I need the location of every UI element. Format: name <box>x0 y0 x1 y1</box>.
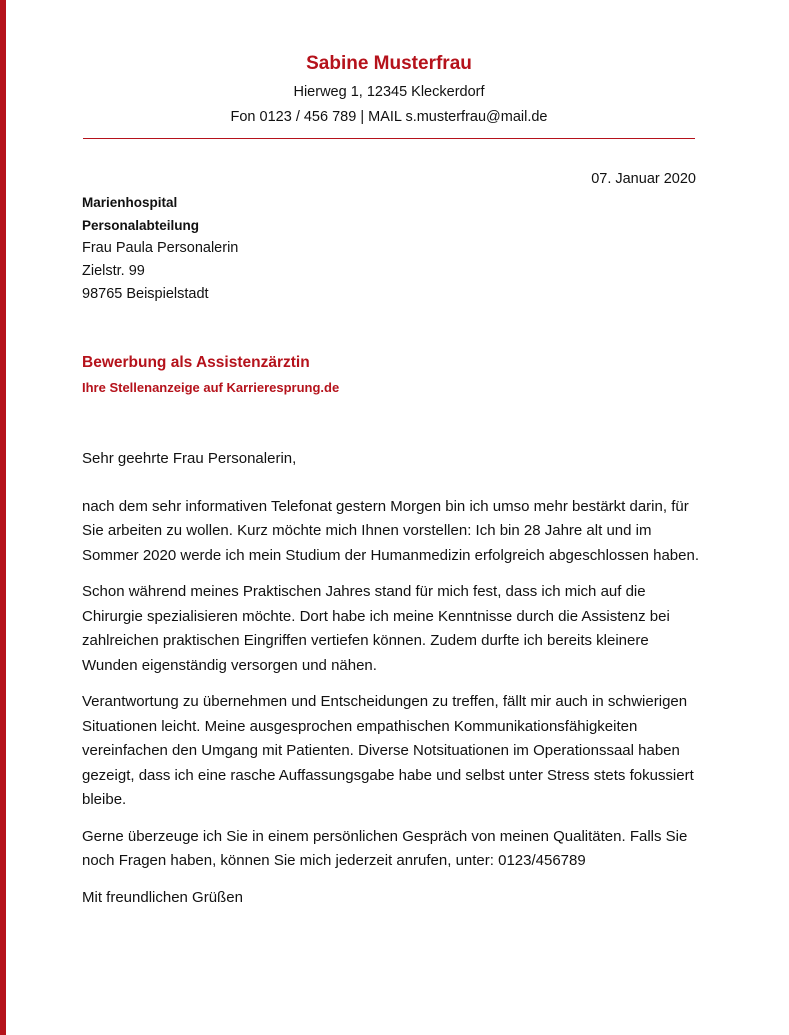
recipient-block <box>82 191 238 306</box>
subject-block <box>82 352 339 397</box>
letter-body <box>82 447 702 922</box>
subject-title: Bewerbung als Assistenzärztin <box>82 354 310 371</box>
letterhead <box>0 52 778 127</box>
sender-contact: Fon 0123 / 456 789 | MAIL s.musterfrau@mail.de <box>230 109 548 125</box>
paragraph-4: Gerne überzeuge ich Sie in einem persönlichen Gespräch von meinen Qualitäten. Falls Sie noch Fragen haben, können Sie mich jederzeit anrufen, unter: 0123/456789 <box>82 827 688 869</box>
sender-name: Sabine Musterfrau <box>306 53 472 74</box>
recipient-department: Personalabteilung <box>82 218 200 233</box>
subject-reference: Ihre Stellenanzeige auf Karrieresprung.de <box>82 380 340 395</box>
letter-date: 07. Januar 2020 <box>591 171 696 187</box>
recipient-person: Frau Paula Personalerin <box>82 240 239 256</box>
accent-bar <box>0 0 6 1035</box>
recipient-city: 98765 Beispielstadt <box>82 286 209 302</box>
paragraph-3: Verantwortung zu übernehmen und Entscheidungen zu treffen, fällt mir auch in schwierigen Situationen leicht. Meine ausgesprochen empathischen Kommunikationsfähigkeiten vereinfachen den Umgang mit Patienten. Diverse Notsituationen im Operationssaal haben gezeigt, dass ich eine rasche Auffassungsgabe habe und selbst unter Stress stets fokussiert bleibe. <box>82 693 694 808</box>
sender-address: Hierweg 1, 12345 Kleckerdorf <box>293 84 485 100</box>
recipient-organization: Marienhospital <box>82 195 178 210</box>
recipient-street: Zielstr. 99 <box>82 263 145 279</box>
salutation: Sehr geehrte Frau Personalerin, <box>82 450 297 467</box>
paragraph-1: nach dem sehr informativen Telefonat gestern Morgen bin ich umso mehr bestärkt darin, für Sie arbeiten zu wollen. Kurz möchte mich Ihnen vorstellen: Ich bin 28 Jahre alt und im Sommer 2020 werde ich mein Studium der Humanmedizin erfolgreich abgeschlossen haben. <box>82 497 699 564</box>
paragraph-2: Schon während meines Praktischen Jahres stand für mich fest, dass ich mich auf die Chirurgie spezialisieren möchte. Dort habe ich meine Kenntnisse durch die Assistenz bei zahlreichen praktischen Eingriffen vertiefen können. Zudem durfte ich bereits kleinere Wunden eigenständig versorgen und nähen. <box>82 583 670 674</box>
closing: Mit freundlichen Grüßen <box>82 888 243 906</box>
header-divider <box>83 138 695 139</box>
